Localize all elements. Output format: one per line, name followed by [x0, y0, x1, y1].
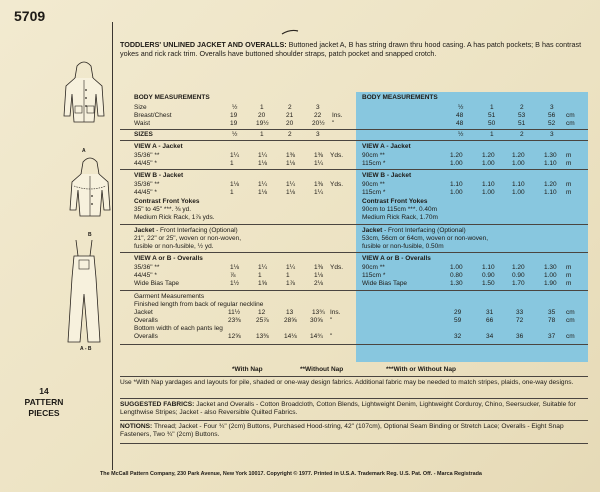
- measurement-chart: BODY MEASUREMENTS BODY MEASUREMENTS Size ½ 1 2 3 ½ 1 2 3 Breast/Chest 19 20 21 22 Ins. 48 51 53 56 cm Waist 19 19½ 20 20½ " 48 50 51 52 cm SIZES ½ 1 2 3 ½ 1 2 3 VIEW A - Jacket VIEW A - Jacket 35/36" ** 1¼ 1¼ 1⅜ 1⅜ Yds. 44/45" * 1 1⅛ 1⅛ 1¼ 90cm ** 1.20 1.20 1.20 1.30 m 115cm * 1.00 1.00 1.00 1.10 m VIEW B - Jacket VIEW B - Jacket 35/36" ** 1⅛ 1¼ 1¼ 1⅜ Yds. 44/45" * 1 1⅛ 1⅛ 1¼ Contrast Front Yokes 35" to 45" ***. ⅜ yd. Medium Rick Rack, 1⅞ yds. 90cm ** 1.10 1.10 1.10 1.20 m 115cm * 1.00 1.00 1.00 1.10 m Contrast Front Yokes 90cm to 115cm ***. 0.40m Medium Rick Rack, 1.70m Jacket - Front Interfacing (Optional) 21", 22" or 25", woven or non-woven, fusible or non-fusible, ½ yd. Jacket - Front Interfacing (Optional) 53cm, 56cm or 64cm, woven or non-woven, fusible or non-fusible, 0.50m VIEW A or B - Overalls VIEW A or B - Overalls 35/36" ** 1⅛ 1¼ 1¼ 1⅜ Yds. 44/45" * ⅞ 1 1 1⅛ Wide Bias Tape 1½ 1⅝ 1⅞ 2⅛ 90cm ** 1.00 1.10 1.20 1.30 m 115cm * 0.80 0.90 0.90 1.00 m Wide Bias Tape 1.30 1.50 1.70 1.90 m Garment Measurements Finished length from back of regular neckline Jacket 11½ 12 13 13¾ Ins. Overalls 23⅜ 25⅞ 28⅝ 30⅝ " Bottom width of each pants leg Overalls 12⅝ 13⅜ 14⅛ 14¾ " 29 31 33 35 cm 59 66 72 78 cm 32 34 36 37 cm: [120, 92, 588, 362]
- garment-title: TODDLERS' UNLINED JACKET AND OVERALLS:: [120, 40, 287, 49]
- publisher-footer: The McCall Pattern Company, 230 Park Avenue, New York 10017. Copyright © 1977. Printed in U.S.A. Trademark Reg. U.S. Pat. Off. - Marca Registrada: [100, 471, 482, 477]
- body-measurements-heading-metric: BODY MEASUREMENTS: [362, 94, 438, 101]
- figure-label-a: A: [82, 148, 86, 154]
- nap-legend-without: **Without Nap: [300, 366, 344, 373]
- left-divider: [112, 22, 113, 470]
- pattern-number: 5709: [14, 8, 46, 24]
- figure-label-ab: A - B: [80, 346, 92, 352]
- nap-legend-either: ***With or Without Nap: [386, 366, 456, 373]
- overalls-illustration: [62, 238, 106, 348]
- nap-instructions: Use *With Nap yardages and layouts for pile, shaded or one-way design fabrics. Additional fabric may be needed to match stripes, plaids, one-way designs.: [120, 379, 574, 386]
- size-label: Size: [134, 104, 147, 111]
- body-measurements-heading: BODY MEASUREMENTS: [134, 94, 210, 101]
- breast-label: Breast/Chest: [134, 112, 172, 119]
- illustration-column: [0, 0, 112, 492]
- interfacing-heading: Jacket - Front Interfacing (Optional): [134, 227, 238, 234]
- description: TODDLERS' UNLINED JACKET AND OVERALLS: Buttoned jacket A, B has string drawn thru hood casing. A has patch pockets; B has contrast yokes and rick rack trim. Overalls have buttoned shoulder straps, patch pocket and snapped crotch.: [120, 40, 582, 58]
- accent-mark: [280, 28, 300, 36]
- view-a-jacket-heading: VIEW A - Jacket: [134, 143, 183, 150]
- suggested-fabrics: SUGGESTED FABRICS: Jacket and Overalls - Cotton Broadcloth, Cotton Blends, Lightweight Denim, Lightweight Corduroy, Chino, Seersucker, Suitable for Lengthwise Stripes; Jacket - also Reversible Quilted Fabrics.: [120, 401, 576, 417]
- jacket-b-illustration: [66, 156, 114, 230]
- garment-measurements-heading: Garment Measurements: [134, 293, 205, 300]
- sizes-label: SIZES: [134, 131, 153, 138]
- nap-legend-with: *With Nap: [232, 366, 263, 373]
- view-b-jacket-heading: VIEW B - Jacket: [134, 172, 184, 179]
- notions: NOTIONS: Thread; Jacket - Four ¾" (2cm) Buttons, Purchased Hood-string, 42" (107cm), Optional Seam Binding or Stretch Lace; Overalls - Eight Snap Fasteners, Two ¾" (2cm) Buttons.: [120, 423, 564, 439]
- figure-label-b: B: [88, 232, 92, 238]
- waist-label: Waist: [134, 120, 151, 127]
- jacket-a-illustration: [60, 60, 108, 142]
- pattern-pieces-count: 14 PATTERN PIECES: [24, 386, 64, 418]
- description-block: [120, 40, 588, 58]
- overalls-heading: VIEW A or B - Overalls: [134, 255, 203, 262]
